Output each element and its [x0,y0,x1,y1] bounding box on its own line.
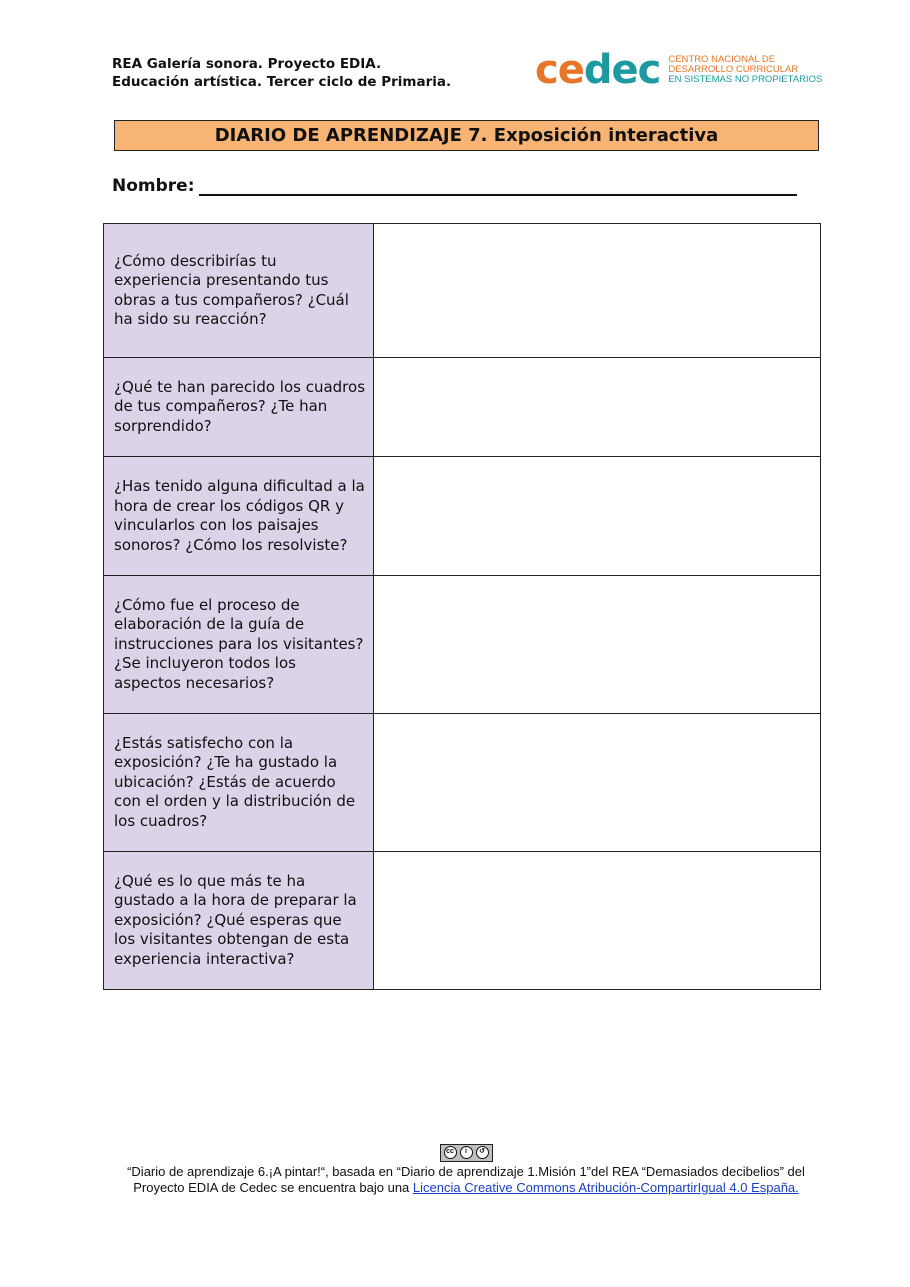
license-footer [110,1141,822,1197]
cc-license-icon [440,1144,493,1162]
logo-wordmark-part2: dec [583,47,661,93]
question-cell: ¿Cómo describirías tu experiencia presentando tus obras a tus compañeros? ¿Cuál ha sido su reacción? [104,224,374,358]
answer-cell[interactable] [374,852,821,990]
logo-tagline-line: CENTRO NACIONAL DE [668,54,776,65]
logo-wordmark [535,47,661,93]
journal-table [103,223,821,990]
logo-tagline [668,55,822,85]
name-field-row [112,176,797,196]
header-line-1: REA Galería sonora. Proyecto EDIA. [112,56,382,72]
license-text: “Diario de aprendizaje 6.¡A pintar!“, basada en “Diario de aprendizaje 1.Misión 1”del REA “Demasiados decibelios” del Proyecto EDIA de Cedec se encuentra bajo una [127,1163,805,1195]
document-header [112,55,451,91]
answer-cell[interactable] [374,714,821,852]
logo-tagline-line: DESARROLLO CURRICULAR [668,64,799,75]
answer-cell[interactable] [374,576,821,714]
sa-icon: ↺ [476,1146,489,1159]
question-cell: ¿Qué te han parecido los cuadros de tus compañeros? ¿Te han sorprendido? [104,358,374,457]
cedec-logo [535,47,823,93]
name-label: Nombre: [112,176,195,196]
header-line-2: Educación artística. Tercer ciclo de Primaria. [112,74,452,90]
page-title: DIARIO DE APRENDIZAJE 7. Exposición interactiva [114,120,819,151]
license-link[interactable]: Licencia Creative Commons Atribución-CompartirIgual 4.0 España. [412,1180,799,1195]
table-row [104,224,821,358]
question-cell: ¿Estás satisfecho con la exposición? ¿Te ha gustado la ubicación? ¿Estás de acuerdo con el orden y la distribución de los cuadros? [104,714,374,852]
table-row [104,576,821,714]
table-row [104,714,821,852]
logo-wordmark-part1: ce [535,47,584,93]
cc-by-sa-badge [110,1141,822,1164]
logo-tagline-line: EN SISTEMAS NO PROPIETARIOS [668,74,823,85]
table-row [104,457,821,576]
question-cell: ¿Cómo fue el proceso de elaboración de la guía de instrucciones para los visitantes? ¿Se incluyeron todos los aspectos necesarios? [104,576,374,714]
table-row [104,358,821,457]
table-row [104,852,821,990]
question-cell: ¿Qué es lo que más te ha gustado a la hora de preparar la exposición? ¿Qué esperas que los visitantes obtengan de esta experiencia interactiva? [104,852,374,990]
answer-cell[interactable] [374,457,821,576]
answer-cell[interactable] [374,224,821,358]
name-input-line[interactable] [199,177,797,196]
question-cell: ¿Has tenido alguna dificultad a la hora de crear los códigos QR y vincularlos con los paisajes sonoros? ¿Cómo los resolviste? [104,457,374,576]
by-icon: i [460,1146,473,1159]
answer-cell[interactable] [374,358,821,457]
cc-icon: cc [444,1146,457,1159]
